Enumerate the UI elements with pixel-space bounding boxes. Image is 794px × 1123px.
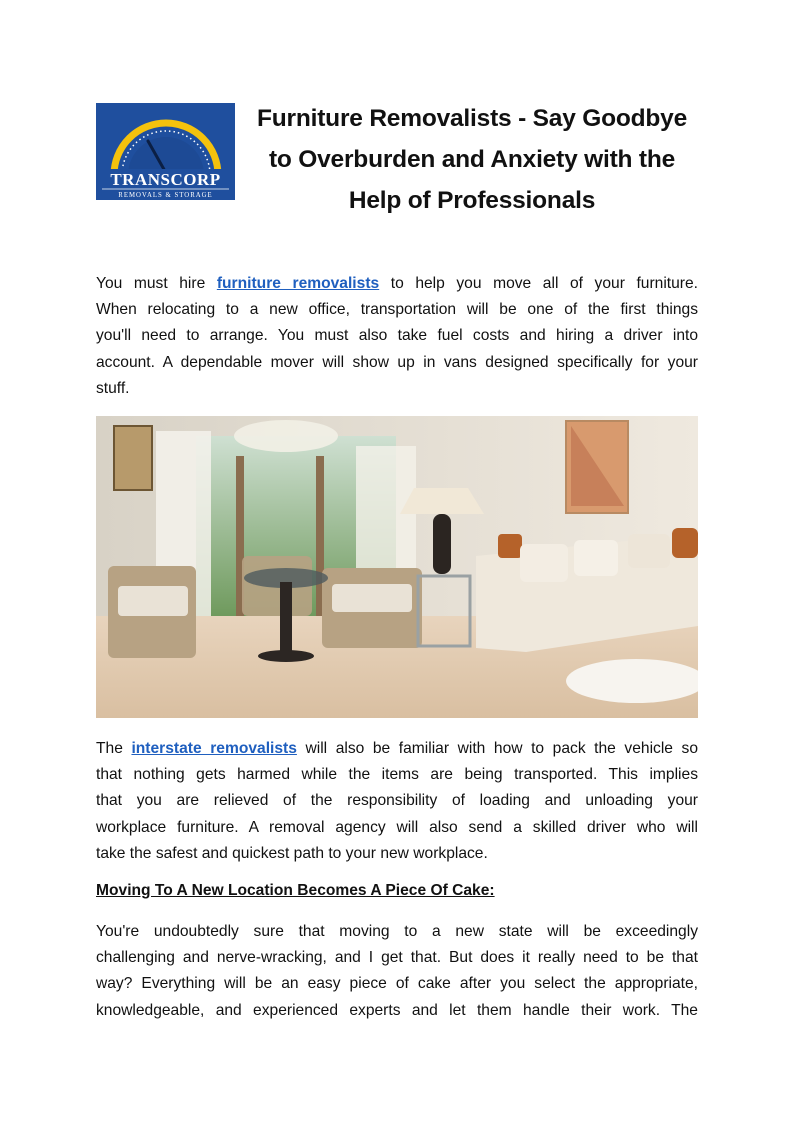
text-run: will also be familiar with how to pack the vehicle so: [296, 740, 699, 757]
paragraph-line: challenging and nerve-wracking, and I get that. But does it really need to be that: [96, 949, 698, 967]
text-run: The: [96, 740, 132, 757]
paragraph-line: [96, 736, 698, 762]
living-room-photo: [96, 416, 698, 718]
moving-paragraph: [96, 919, 698, 1024]
paragraph-line: stuff.: [96, 379, 130, 397]
paragraph-line: [96, 271, 698, 297]
title-line: Help of Professionals: [348, 187, 596, 214]
transcorp-logo: [96, 103, 235, 200]
paragraph-line: that nothing gets harmed while the items are being transported. This implies: [96, 766, 698, 784]
paragraph-line: knowledgeable, and experienced experts and let them handle their work. The: [96, 1001, 698, 1019]
intro-paragraph: [96, 271, 698, 402]
interstate-paragraph: [96, 736, 698, 867]
logo-tagline-text: REMOVALS & STORAGE: [118, 192, 213, 199]
section-heading: Moving To A New Location Becomes A Piece Of Cake:: [96, 882, 495, 899]
furniture-removalists-link[interactable]: furniture removalists: [216, 275, 380, 292]
logo-brand-text: TRANSCORP: [110, 170, 221, 189]
paragraph-line: account. A dependable mover will show up in vans designed specifically for your: [96, 353, 698, 371]
page-title: [246, 98, 698, 221]
paragraph-line: You're undoubtedly sure that moving to a new state will be exceedingly: [96, 923, 698, 940]
paragraph-line: you'll need to arrange. You must also take fuel costs and hiring a driver into: [96, 327, 698, 345]
text-run: to help you move all of your furniture.: [379, 275, 698, 292]
paragraph-line: take the safest and quickest path to your new workplace.: [96, 844, 488, 862]
paragraph-line: When relocating to a new office, transportation will be one of the first things: [96, 301, 698, 319]
title-line: Furniture Removalists - Say Goodbye: [256, 105, 688, 132]
text-run: You must hire: [96, 275, 217, 292]
paragraph-line: that you are relieved of the responsibility of loading and unloading your: [96, 792, 698, 810]
paragraph-line: way? Everything will be an easy piece of cake after you select the appropriate,: [96, 975, 698, 993]
title-line: to Overburden and Anxiety with the: [268, 146, 676, 173]
paragraph-line: workplace furniture. A removal agency will also send a skilled driver who will: [96, 818, 698, 836]
interstate-removalists-link[interactable]: interstate removalists: [131, 740, 297, 757]
